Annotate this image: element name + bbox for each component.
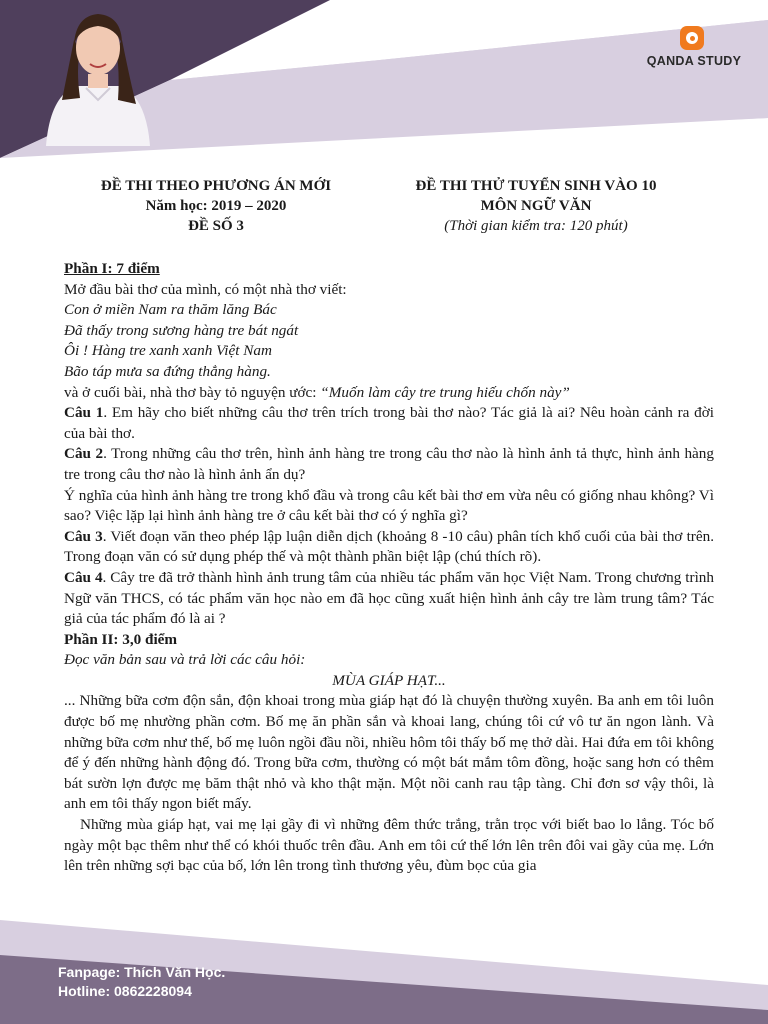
passage-paragraph-2: Những mùa giáp hạt, vai mẹ lại gầy đi vì những đêm thức trắng, trằn trọc với biết bao lo lắng. Tóc bố ngày một bạc thêm như thể có khói thuốc trên đầu. Anh em tôi cứ thế lớn lên trên đôi vai gầy của mẹ. Lớn lên trên những sợi bạc của bố, lớn lên trong tình thương yêu, đùm bọc của gia — [64, 816, 714, 875]
part1-closing — [64, 383, 714, 404]
exam-type: ĐỀ THI THEO PHƯƠNG ÁN MỚI — [100, 178, 332, 194]
fanpage-text: Fanpage: Thích Văn Học. — [58, 964, 226, 980]
qanda-logo-icon — [680, 26, 704, 50]
question-label: Câu 3 — [64, 527, 103, 545]
exam-header-left — [70, 176, 362, 236]
question-text: . Viết đoạn văn theo phép lập luận diễn dịch (khoảng 8 -10 câu) phân tích khổ cuối của bài thơ trên. Trong đoạn văn có sử dụng phép thế và một thành phần biệt lập (chú thích rõ). — [64, 527, 714, 566]
hotline-text: Hotline: 0862228094 — [58, 983, 192, 999]
part1-intro: Mở đầu bài thơ của mình, có một nhà thơ viết: — [64, 280, 347, 298]
question-2 — [64, 444, 714, 485]
exam-title: ĐỀ THI THỬ TUYỂN SINH VÀO 10 — [415, 178, 657, 194]
part2-instruction: Đọc văn bản sau và trả lời các câu hỏi: — [64, 651, 306, 669]
presenter-photo — [36, 0, 160, 146]
passage-paragraph-1: ... Những bữa cơm độn sắn, độn khoai trong mùa giáp hạt đó là chuyện thường xuyên. Ba anh em tôi luôn được bố mẹ nhường phần cơm. Bố mẹ ăn phần sắn và khoai lang, chúng tôi cứ vô tư ăn ngon lành. Và những bữa cơm như thế, bố mẹ luôn ngồi đầu nồi, nhiều hôm tôi thấy bố mẹ thở dài. Hai đứa em tôi không để ý đến những hành động đó. Trong bữa cơm, thường có một bát mắm tôm đồng, hoặc sang hơn có thêm bát sườn lợn được mẹ băm thật nhỏ và kho thật mặn. Một nồi canh rau tập tàng. Chỉ đơn sơ vậy thôi, là anh em tôi thấy ngon biết mấy. — [64, 692, 714, 813]
question-label: Câu 2 — [64, 445, 104, 463]
school-year: Năm học: 2019 – 2020 — [145, 198, 287, 214]
exam-number: ĐỀ SỐ 3 — [188, 218, 244, 234]
footer-contact — [58, 963, 225, 1001]
question-3 — [64, 527, 714, 568]
brand-name: QANDA STUDY — [646, 54, 742, 68]
question-4 — [64, 568, 714, 630]
exam-content — [64, 259, 714, 877]
question-label: Câu 4 — [64, 568, 103, 586]
poem-line: Con ở miền Nam ra thăm lăng Bác — [64, 301, 277, 319]
passage-title: MÙA GIÁP HẠT... — [332, 671, 446, 689]
poem-line: Bão táp mưa sa đứng thẳng hàng. — [64, 362, 271, 380]
subject: MÔN NGỮ VĂN — [480, 198, 592, 214]
poem-line: Ôi ! Hàng tre xanh xanh Việt Nam — [64, 342, 272, 360]
poem-line: Đã thấy trong sương hàng tre bát ngát — [64, 321, 299, 339]
question-2-extra: Ý nghĩa của hình ảnh hàng tre trong khổ đầu và trong câu kết bài thơ em vừa nêu có giống nhau không? Vì sao? Việc lặp lại hình ảnh hàng tre ở câu kết bài thơ có ý nghĩa gì? — [64, 486, 714, 525]
question-1 — [64, 403, 714, 444]
question-text: . Trong những câu thơ trên, hình ảnh hàng tre trong câu thơ nào là hình ảnh tả thực, hình ảnh hàng tre trong câu thơ nào là hình ảnh ẩn dụ? — [64, 445, 714, 483]
part2-heading: Phần II: 3,0 điểm — [64, 630, 178, 648]
closing-quote: “Muốn làm cây tre trung hiếu chốn này” — [320, 383, 570, 401]
question-text: . Cây tre đã trở thành hình ảnh trung tâm của nhiều tác phẩm văn học Việt Nam. Trong chương trình Ngữ văn THCS, có tác phẩm văn học nào em đã học cũng xuất hiện hình ảnh cây tre làm trung tâm? Tác giả của tác phẩm đó là ai ? — [64, 568, 714, 628]
qanda-logo — [636, 24, 752, 72]
question-text: . Em hãy cho biết những câu thơ trên trích trong bài thơ nào? Tác giả là ai? Nêu hoàn cảnh ra đời của bài thơ. — [64, 404, 714, 442]
time-limit: (Thời gian kiểm tra: 120 phút) — [444, 218, 628, 234]
part1-heading: Phần I: 7 điểm — [64, 260, 160, 277]
exam-header-right — [384, 176, 688, 236]
closing-prefix: và ở cuối bài, nhà thơ bày tỏ nguyện ước: — [64, 383, 321, 401]
question-label: Câu 1 — [64, 404, 104, 422]
